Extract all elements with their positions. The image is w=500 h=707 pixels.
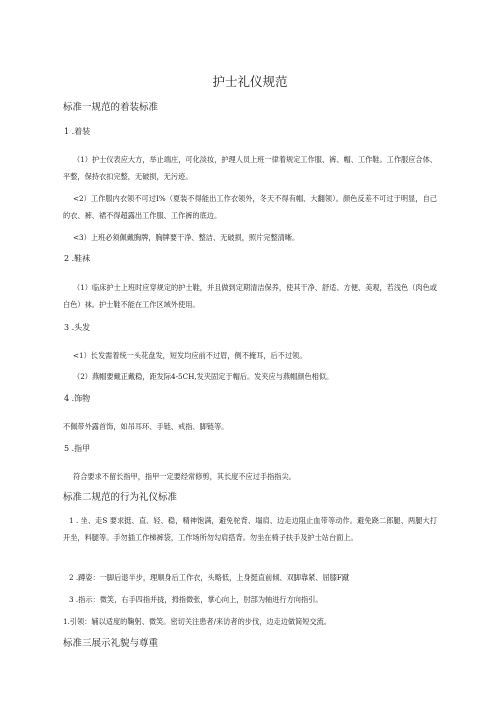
paragraph-shoes-1: （1）临床护士上班时应穿规定的护士鞋，并且做到定期清洁保养，使其干净、舒适、方便、美观，若浅色（肉色或白色）袜。护士鞋不能在工作区域外使用。	[63, 283, 437, 309]
paragraph-accessories-1: 不佩带外露首饰，如吊耳环、手链、戒指、脚链等。	[63, 422, 229, 431]
item-label-nails: 5 .指甲	[64, 444, 91, 453]
section-heading-3: 标准三展示礼貌与尊重	[63, 638, 159, 649]
paragraph-nails-1: 符合要求不留长指甲，指甲一定要经常修剪，其长度不应过手指指尖。	[73, 472, 296, 481]
item-label-accessories: 4 .饰物	[64, 394, 91, 403]
paragraph-behavior-1: 1 . 坐、走S 要求挺、直、轻、稳，精神饱满，避免驼背、塌肩、边走边阻止血带等动作。避免跷二郎腿、两腿大打开坐，料腿等。手勿插工作梯裤袋，工作场所勿勾肩搭背。勿坐在椅子扶手及护士站台面上。	[63, 516, 437, 542]
section-heading-2: 标准二规范的行为礼仪标准	[63, 492, 178, 503]
paragraph-attire-1: （1）护士仪表应大方，举止端庄，可化淡妆，护理人员上班一律着规定工作服、裤、帽、工作鞋。工作服应合体、平整，保持衣扣完整，无破损，无污迹。	[63, 155, 437, 181]
paragraph-hair-2: （2）燕帽要戴正戴稳，距发际4-5CH,发夹固定于帽后。发夹应与燕帽颜色相似。	[73, 372, 334, 381]
item-label-shoes: 2 .鞋袜	[64, 254, 91, 263]
paragraph-behavior-4: 1.引领：辅以适度的鞠躬、微笑。密切关注患者/来访者的步伐，边走边做简短交流。	[63, 617, 332, 626]
paragraph-behavior-3: 3 .指示：微笑，右手四指并拢，拇指微张，掌心向上，肘部为轴进行方向指引。	[69, 595, 323, 604]
item-label-attire: 1 .着装	[64, 127, 91, 136]
paragraph-behavior-2: 2 .蹲姿：一脚后退半步，理顺身后工作衣，头略低，上身挺直前倾、双脚靠紧、屈膝F蹴	[69, 573, 350, 582]
paragraph-attire-2: <2）工作服内衣领不可过I%（夏装不得能出工作衣领外，冬天不得有帽、大翻领）。颜色反差不可过于明显，自己的衣、裤、裙不得超露出工作服、工作裤的底边。	[63, 194, 437, 220]
document-title: 护士礼仪规范	[212, 74, 288, 89]
section-heading-1: 标准一规范的着装标准	[63, 102, 159, 113]
paragraph-hair-1: <1）长发需着统一头花盘发，短发均应前不过眉，侧不掩耳，后不过领。	[73, 351, 307, 360]
item-label-hair: 3 .头发	[64, 323, 91, 332]
paragraph-attire-3: <3）上班必须佩戴胸牌，胸牌要干净、整洁、无破损，照片完整清晰。	[73, 233, 300, 242]
